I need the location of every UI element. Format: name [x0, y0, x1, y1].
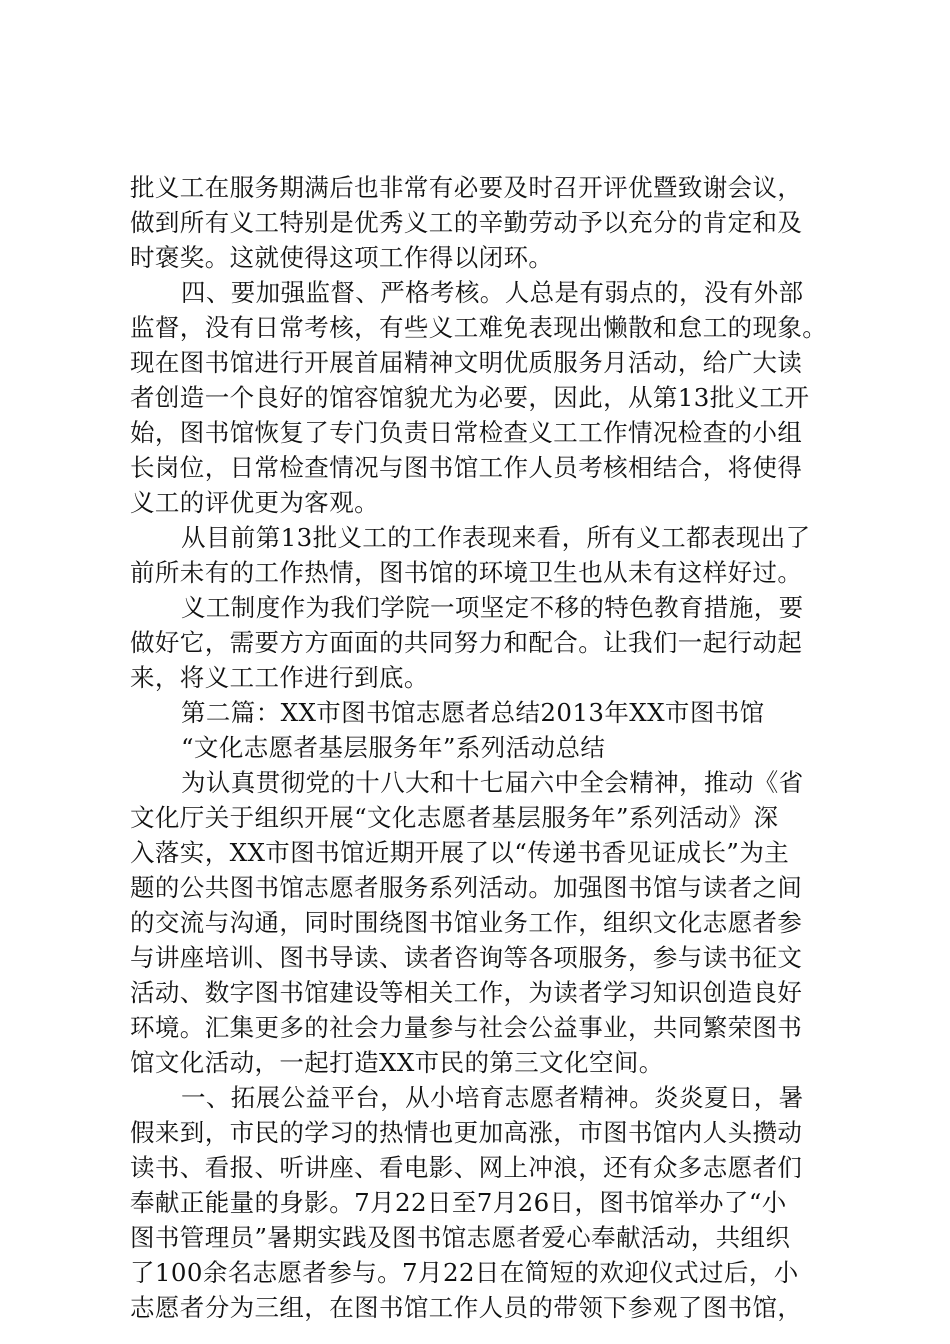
text-line: 读书、看报、听讲座、看电影、网上冲浪，还有众多志愿者们	[130, 1153, 803, 1182]
text-line: 的交流与沟通，同时围绕图书馆业务工作，组织文化志愿者参	[130, 908, 803, 937]
text-line: 做好它，需要方方面面的共同努力和配合。让我们一起行动起	[130, 628, 803, 657]
text-line: 了100余名志愿者参与。7月22日在简短的欢迎仪式过后，小	[130, 1258, 799, 1287]
text-line: 者创造一个良好的馆容馆貌尤为必要，因此，从第13批义工开	[130, 383, 810, 412]
paragraph-start-line: 从目前第13批义工的工作表现来看，所有义工都表现出了	[181, 523, 811, 552]
text-line: 做到所有义工特别是优秀义工的辛勤劳动予以充分的肯定和及	[130, 208, 803, 237]
text-line: 活动、数字图书馆建设等相关工作，为读者学习知识创造良好	[130, 978, 803, 1007]
text-line: 馆文化活动，一起打造XX市民的第三文化空间。	[130, 1048, 664, 1077]
paragraph-start-line: 义工制度作为我们学院一项坚定不移的特色教育措施，要	[181, 593, 804, 622]
text-line: 前所未有的工作热情，图书馆的环境卫生也从未有这样好过。	[130, 558, 803, 587]
paragraph-start-line: 一、拓展公益平台，从小培育志愿者精神。炎炎夏日，暑	[181, 1083, 804, 1112]
text-line: 文化厅关于组织开展“文化志愿者基层服务年”系列活动》深	[130, 803, 779, 832]
text-line: 图书管理员”暑期实践及图书馆志愿者爱心奉献活动，共组织	[130, 1223, 791, 1252]
text-line: 奉献正能量的身影。7月22日至7月26日，图书馆举办了“小	[130, 1188, 787, 1217]
text-line: 批义工在服务期满后也非常有必要及时召开评优暨致谢会议，	[130, 173, 803, 202]
text-line: 与讲座培训、图书导读、读者咨询等各项服务，参与读书征文	[130, 943, 803, 972]
text-line: 时褒奖。这就使得这项工作得以闭环。	[130, 243, 554, 272]
text-line: 义工的评优更为客观。	[130, 488, 379, 517]
text-line: 监督，没有日常考核，有些义工难免表现出懒散和怠工的现象。	[130, 313, 828, 342]
text-line: 始，图书馆恢复了专门负责日常检查义工工作情况检查的小组	[130, 418, 803, 447]
text-line: 来，将义工工作进行到底。	[130, 663, 429, 692]
text-line: 入落实，XX市图书馆近期开展了以“传递书香见证成长”为主	[130, 838, 790, 867]
text-line: 现在图书馆进行开展首届精神文明优质服务月活动，给广大读	[130, 348, 803, 377]
section-heading: 第二篇：XX市图书馆志愿者总结2013年XX市图书馆	[181, 698, 765, 727]
section-heading: “文化志愿者基层服务年”系列活动总结	[181, 733, 606, 762]
paragraph-start-line: 四、要加强监督、严格考核。人总是有弱点的，没有外部	[181, 278, 804, 307]
paragraph-start-line: 为认真贯彻党的十八大和十七届六中全会精神，推动《省	[181, 768, 804, 797]
text-line: 题的公共图书馆志愿者服务系列活动。加强图书馆与读者之间	[130, 873, 803, 902]
text-line: 志愿者分为三组，在图书馆工作人员的带领下参观了图书馆，	[130, 1293, 803, 1322]
text-line: 环境。汇集更多的社会力量参与社会公益事业，共同繁荣图书	[130, 1013, 803, 1042]
text-line: 假来到，市民的学习的热情也更加高涨，市图书馆内人头攒动	[130, 1118, 803, 1147]
text-line: 长岗位，日常检查情况与图书馆工作人员考核相结合，将使得	[130, 453, 803, 482]
